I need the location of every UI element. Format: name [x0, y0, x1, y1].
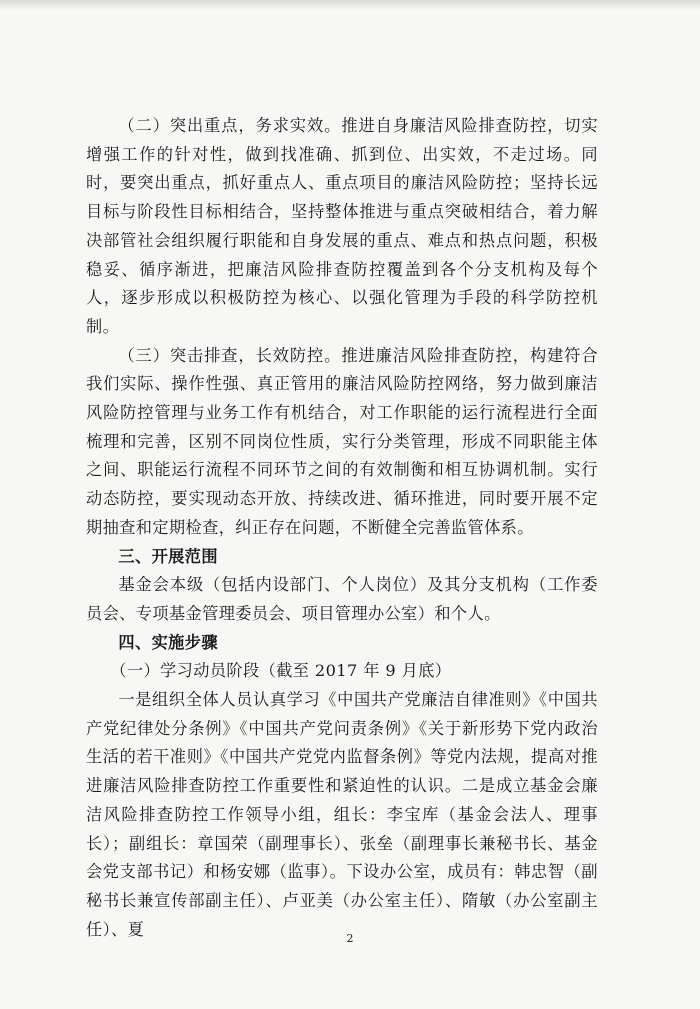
subheading-study-phase: （一）学习动员阶段（截至 2017 年 9 月底）	[110, 661, 452, 681]
paragraph-long-term-prevention: （三）突击排查，长效防控。推进廉洁风险排查防控，构建符合我们实际、操作性强、真正管用的廉洁风险防控网络，努力做到廉洁风险防控管理与业务工作有机结合，对工作职能的运行流程进行全面梳理和完善，区别不同岗位性质，实行分类管理，形成不同职能主体之间、职能运行流程不同环节之间的有效制衡和相互协调机制。实行动态防控，要实现动态开放、持续改进、循环推进，同时要开展不定期抽查和定期检查，纠正存在问题，不断健全完善监管体系。	[86, 345, 598, 537]
scan-top-edge	[0, 0, 700, 10]
paragraph-scope: 基金会本级（包括内设部门、个人岗位）及其分支机构（工作委员会、专项基金管理委员会、项目管理办公室）和个人。	[86, 575, 598, 623]
paragraph-study-details: 一是组织全体人员认真学习《中国共产党廉洁自律准则》《中国共产党纪律处分条例》《中国共产党问责条例》《关于新形势下党内政治生活的若干准则》《中国共产党党内监督条例》等党内法规，提高对推进廉洁风险排查防控工作重要性和紧迫性的认识。二是成立基金会廉洁风险排查防控工作领导小组，组长：李宝库（基金会法人、理事长）；副组长：章国荣（副理事长）、张垒（副理事长兼秘书长、基金会党支部书记）和杨安娜（监事）。下设办公室，成员有：韩忠智（副秘书长兼宣传部副主任）、卢亚美（办公室主任）、隋敏（办公室副主任）、夏	[86, 690, 598, 939]
page-number: 2	[346, 932, 354, 945]
paragraph-focus-on-key-points: （二）突出重点，务求实效。推进自身廉洁风险排查防控，切实增强工作的针对性，做到找准确、抓到位、出实效，不走过场。同时，要突出重点，抓好重点人、重点项目的廉洁风险防控；坚持长远目标与阶段性目标相结合，坚持整体推进与重点突破相结合，着力解决部管社会组织履行职能和自身发展的重点、难点和热点问题，积极稳妥、循序渐进，把廉洁风险排查防控覆盖到各个分支机构及每个人，逐步形成以积极防控为核心、以强化管理为手段的科学防控机制。	[86, 116, 598, 336]
document-body	[86, 112, 598, 944]
section-heading-steps: 四、实施步骤	[118, 632, 218, 652]
section-heading-scope: 三、开展范围	[118, 546, 218, 566]
